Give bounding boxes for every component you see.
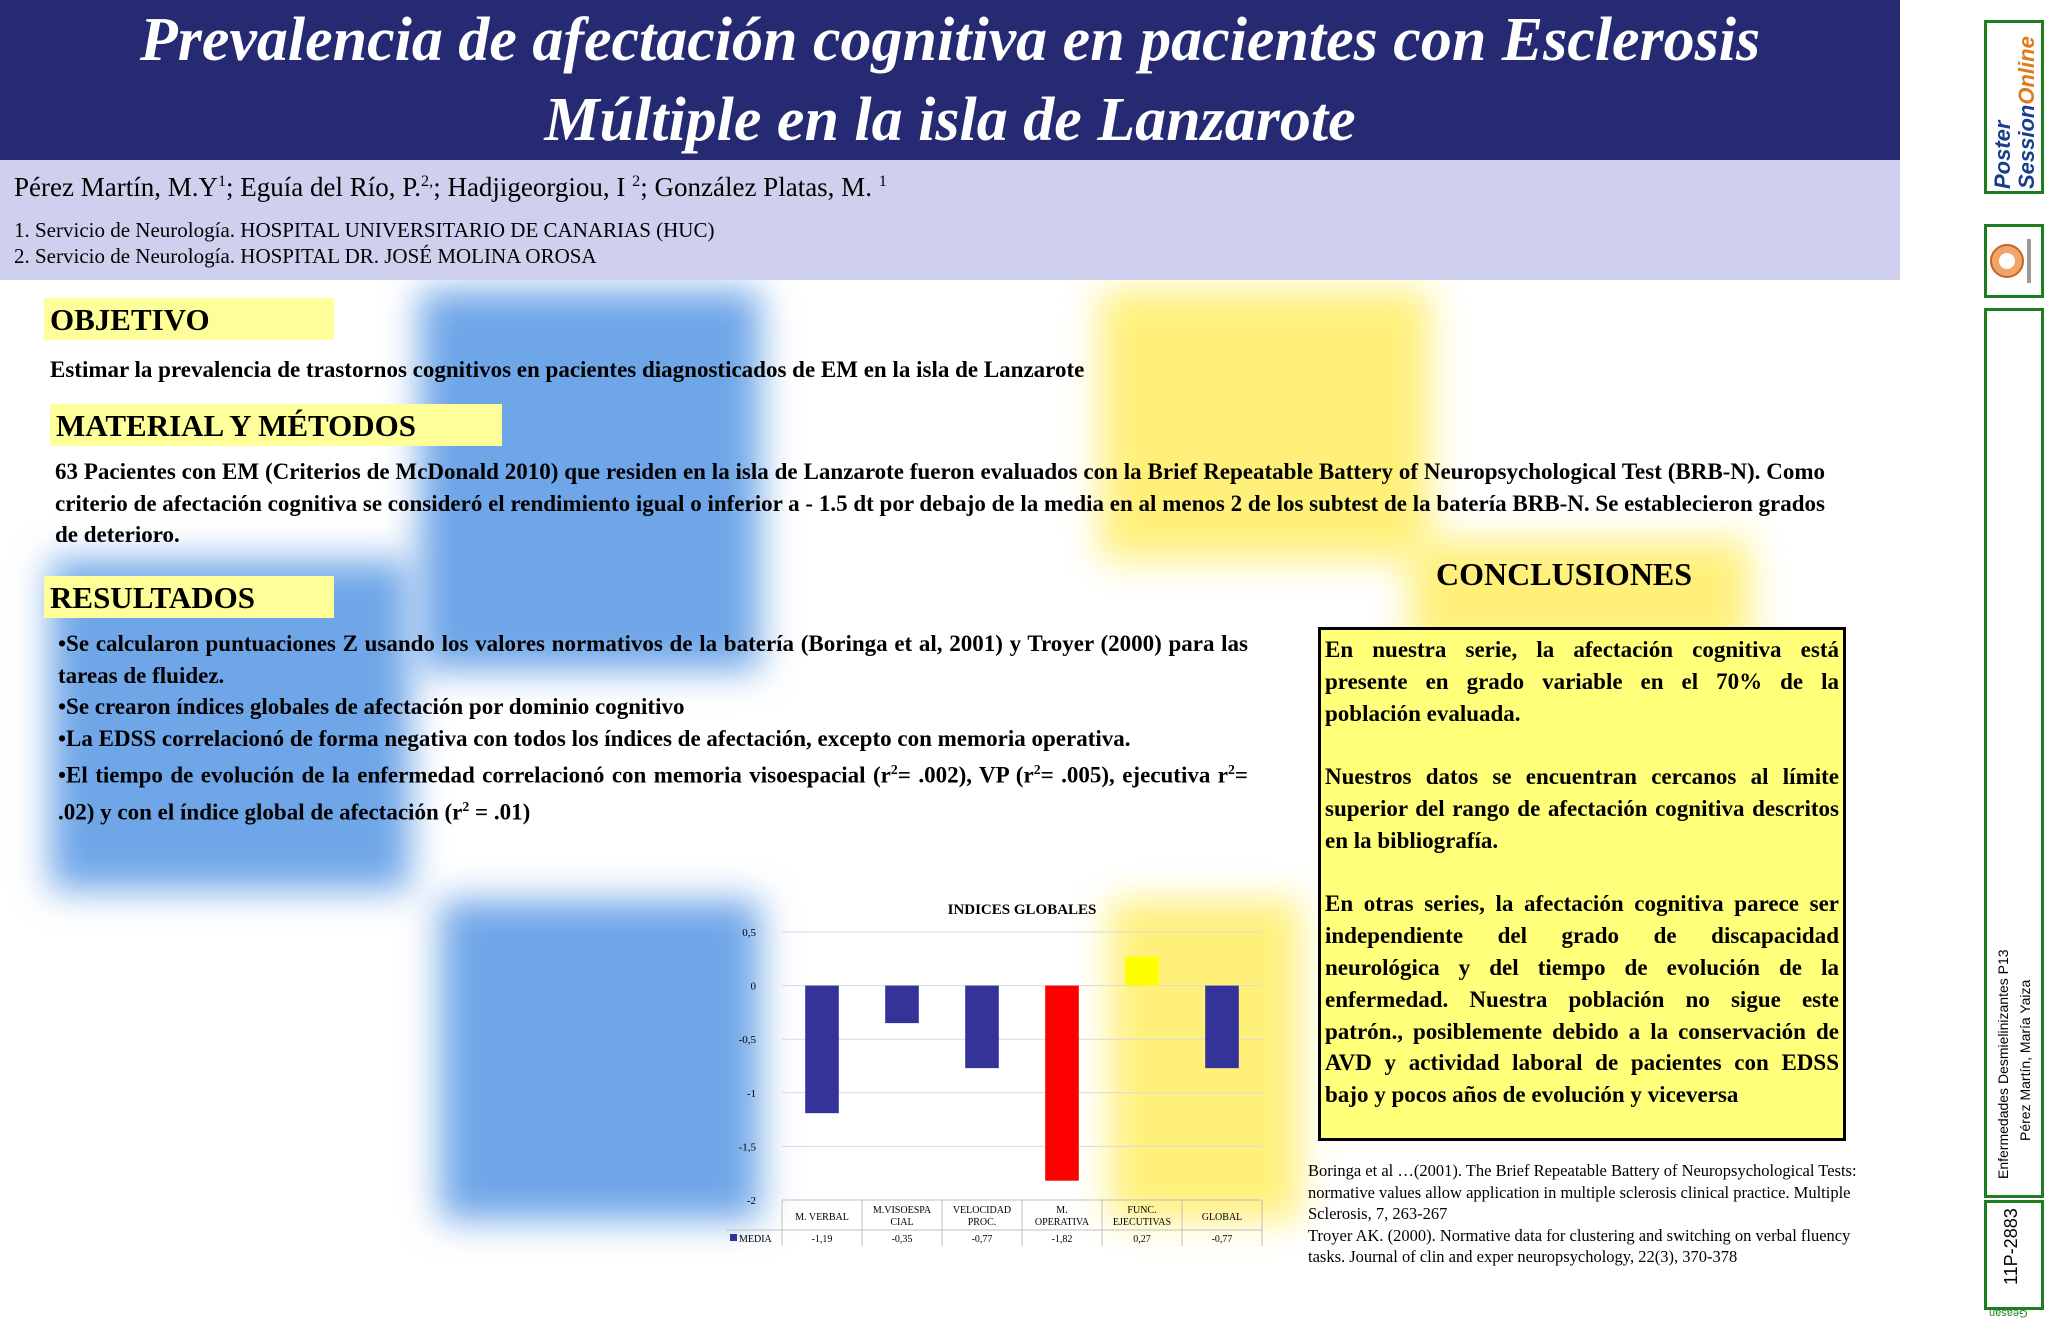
conclusion-paragraph: En otras series, la afectación cognitiva parece ser independiente del grado de discapacidad neurológica y del tiempo de evolución de la enfermedad. Nuestra población no sigue este patrón., posiblemente debido a la conservación de AVD y actividad laboral de pacientes con EDSS bajo y pocos años de evolución y viceversa bbox=[1325, 891, 1839, 1108]
affiliation: 1. Servicio de Neurología. HOSPITAL UNIVERSITARIO DE CANARIAS (HUC) bbox=[14, 218, 715, 242]
chart-svg bbox=[726, 896, 1266, 1250]
x-category-label: FUNC. bbox=[1127, 1205, 1157, 1216]
chart-bar bbox=[885, 986, 919, 1024]
x-category-label: VELOCIDAD bbox=[952, 1205, 1012, 1216]
title-banner bbox=[0, 0, 1900, 160]
author-list bbox=[14, 172, 887, 203]
data-value-label: -0,35 bbox=[891, 1234, 913, 1245]
legend-label: MEDIA bbox=[739, 1234, 772, 1245]
result-bullet: •La EDSS correlacionó de forma negativa con todos los índices de afectación, excepto con memoria operativa. bbox=[58, 725, 1131, 751]
legend-swatch bbox=[730, 1234, 737, 1241]
data-value-label: -1,82 bbox=[1051, 1234, 1073, 1245]
objetivo-text: Estimar la prevalencia de trastornos cognitivos en pacientes diagnosticados de EM en la isla de Lanzarote bbox=[50, 357, 1085, 382]
resultados-text bbox=[58, 628, 1248, 828]
data-value-label: 0,27 bbox=[1133, 1234, 1151, 1245]
reference-item: Troyer AK. (2000). Normative data for clustering and switching on verbal fluency tasks. Journal of clin and exper neuropsychology, 22(3), 370-378 bbox=[1308, 1225, 1851, 1267]
indices-chart bbox=[726, 896, 1266, 1250]
x-category-label: CIAL bbox=[890, 1217, 914, 1228]
data-value-label: -0,77 bbox=[971, 1234, 993, 1245]
logo-text: Poster SessionOnline bbox=[1990, 36, 2039, 189]
x-category-label: M. bbox=[1056, 1205, 1068, 1216]
author-name: ; Hadjigeorgiou, I bbox=[433, 172, 626, 202]
conclusiones-heading: CONCLUSIONES bbox=[1436, 556, 1693, 592]
chart-bar bbox=[1205, 986, 1239, 1069]
chart-title: INDICES GLOBALES bbox=[947, 902, 1097, 918]
x-category-label: M. VERBAL bbox=[795, 1212, 849, 1223]
resultados-heading: RESULTADOS bbox=[44, 576, 334, 618]
y-tick-label: 0 bbox=[750, 980, 756, 993]
y-tick-label: -0,5 bbox=[738, 1034, 756, 1047]
y-tick-label: -1 bbox=[746, 1087, 756, 1100]
conclusiones-box bbox=[1318, 627, 1846, 1141]
references bbox=[1308, 1160, 1888, 1268]
author-banner bbox=[0, 160, 1900, 280]
x-category-label: OPERATIVA bbox=[1034, 1217, 1090, 1228]
society-logo bbox=[1984, 224, 2044, 298]
author-name: Pérez Martín, M.Y bbox=[14, 172, 218, 202]
y-tick-label: -1,5 bbox=[738, 1141, 756, 1154]
society-seal-icon bbox=[1987, 227, 2041, 295]
session-info-frame bbox=[1984, 308, 2044, 1198]
y-tick-label: 0,5 bbox=[742, 927, 756, 939]
x-category-label: GLOBAL bbox=[1201, 1212, 1243, 1223]
author-name: ; Eguía del Río, P. bbox=[226, 172, 422, 202]
chart-bar bbox=[1045, 986, 1079, 1181]
author-sup: 1 bbox=[878, 172, 887, 190]
reference-item: Boringa et al …(2001). The Brief Repeatable Battery of Neuropsychological Tests: normative values allow application in multiple sclerosis clinical practice. Multiple Sclerosis, 7, 263-267 bbox=[1308, 1161, 1857, 1224]
result-bullet: •El tiempo de evolución de la enfermedad correlacionó con memoria visoespacial $(r^2= .002)$, VP $(r^2= .005)$, ejecutiva $r^2= .02$) y con el índice global de afectación $(r^2 = .01)$ bbox=[58, 762, 1248, 825]
result-bullet: •Se crearon índices globales de afectación por dominio cognitivo bbox=[58, 694, 685, 719]
x-category-label: EJECUTIVAS bbox=[1112, 1217, 1172, 1228]
session-label: Enfermedades Desmielinizantes P13 bbox=[1995, 949, 2011, 1179]
author-sup: 2 bbox=[632, 172, 641, 190]
conclusion-paragraph: En nuestra serie, la afectación cognitiva está presente en grado variable en el 70% de la población evaluada. bbox=[1325, 637, 1839, 726]
data-value-label: -0,77 bbox=[1211, 1234, 1233, 1245]
author-sup: 1 bbox=[217, 172, 227, 190]
chart-bar bbox=[965, 986, 999, 1069]
poster-session-logo[interactable] bbox=[1984, 20, 2044, 194]
affiliation: 2. Servicio de Neurología. HOSPITAL DR. JOSÉ MOLINA OROSA bbox=[14, 244, 597, 268]
poster-id-frame bbox=[1984, 1200, 2044, 1319]
x-category-label: PROC. bbox=[967, 1217, 997, 1228]
x-category-label: M.VISOESPA bbox=[872, 1205, 932, 1216]
conclusion-paragraph: Nuestros datos se encuentran cercanos al límite superior del rango de afectación cognitiva descritos en la bibliografía. bbox=[1325, 764, 1839, 853]
author-sup: 2, bbox=[421, 172, 434, 190]
author-name: ; González Platas, M. bbox=[640, 172, 872, 202]
metodos-text: 63 Pacientes con EM (Criterios de McDonald 2010) que residen en la isla de Lanzarote fueron evaluados con la Brief Repeatable Battery of Neuropsychological Test (BRB-N). Como criterio de afectación cognitiva se consideró el rendimiento igual o inferior a - 1.5 dt por debajo de la media en al menos 2 de los subtest de la batería BRB-N. Se establecieron grados de deterioro. bbox=[55, 459, 1825, 547]
poster-id: 11P-2883 bbox=[2001, 1208, 2021, 1285]
brand-label: Geasan bbox=[1989, 1307, 2028, 1319]
right-sidebar bbox=[1984, 0, 2048, 1317]
result-bullet: •Se calcularon puntuaciones Z usando los valores normativos de la batería (Boringa et al, 2001) y Troyer (2000) para las tareas de fluidez. bbox=[58, 631, 1248, 688]
objetivo-heading: OBJETIVO bbox=[44, 298, 334, 340]
chart-bar bbox=[1125, 957, 1159, 986]
data-value-label: -1,19 bbox=[811, 1234, 833, 1245]
poster-title: Prevalencia de afectación cognitiva en pacientes con Esclerosis Múltiple en la isla de Lanzarote bbox=[139, 6, 1761, 154]
author-label: Pérez Martín, María Yaiza bbox=[2017, 979, 2033, 1141]
metodos-heading: MATERIAL Y MÉTODOS bbox=[50, 404, 502, 446]
chart-bar bbox=[805, 986, 839, 1114]
y-tick-label: -2 bbox=[746, 1195, 756, 1207]
